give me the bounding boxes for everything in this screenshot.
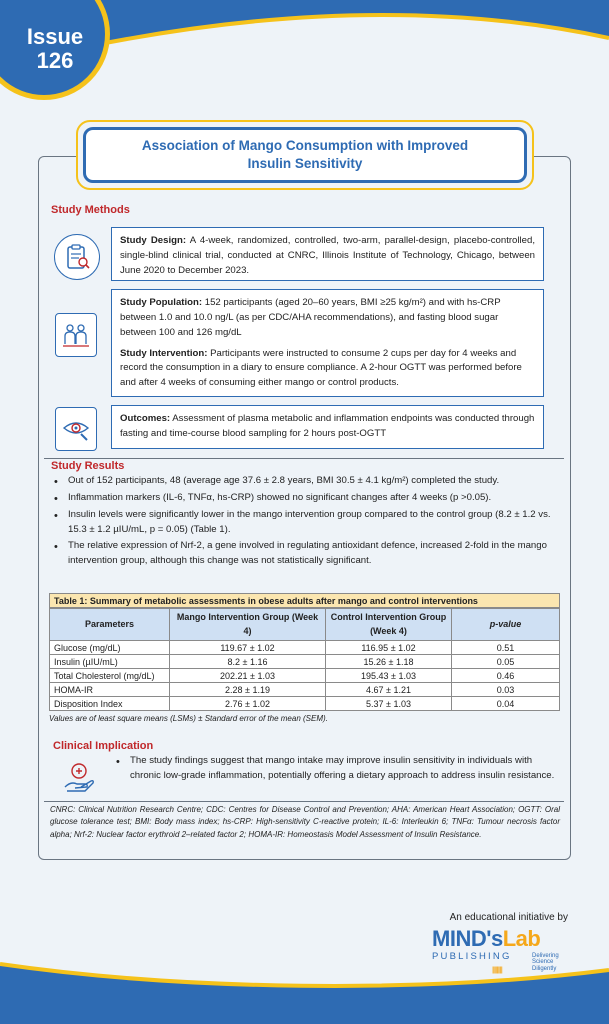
results-list	[52, 474, 552, 571]
table-cell: 15.26 ± 1.18	[326, 655, 452, 669]
clipboard-icon	[54, 234, 100, 280]
title-line-1: Association of Mango Consumption with Improved	[141, 138, 469, 154]
logo-tag-1: Delivering	[532, 953, 559, 959]
table-cell: 0.03	[452, 683, 560, 697]
table-cell: 2.76 ± 1.02	[170, 697, 326, 711]
abbreviations: CNRC: Clinical Nutrition Research Centre; CDC: Centres for Disease Control and Prevention; AHA: American Heart Association; OGTT: Oral glucose tolerance test; BMI: Body mass index; hs-CRP: High-sensitivity C-reactive protein; IL-6: Interleukin 6; TNFα: Tumour necrosis factor alpha; Nrf-2: Nuclear factor erythroid 2–related factor 2; HOMA-IR: Homeostasis Model Assessment of Insulin Resistance.	[50, 805, 560, 839]
table-cell: 5.37 ± 1.03	[326, 697, 452, 711]
header-p-value: p-value	[452, 609, 560, 641]
table-cell: Total Cholesterol (mg/dL)	[50, 669, 170, 683]
table-row	[50, 697, 560, 711]
title-frame	[76, 120, 534, 190]
table-cell: 8.2 ± 1.16	[170, 655, 326, 669]
table-cell: 119.67 ± 1.02	[170, 641, 326, 655]
divider	[44, 801, 564, 802]
table-cell: Insulin (µIU/mL)	[50, 655, 170, 669]
clinical-implication-text: • The study findings suggest that mango intake may improve insulin sensitivity in individuals with chronic low-grade inflammation, potentially offering a dietary approach to address insulin resistance.	[114, 754, 556, 784]
table-cell: 195.43 ± 1.03	[326, 669, 452, 683]
header-parameters: Parameters	[50, 609, 170, 641]
table-cell: 4.67 ± 1.21	[326, 683, 452, 697]
table-row	[50, 655, 560, 669]
results-item-4: • The relative expression of Nrf-2, a gene involved in regulating antioxidant defence, increased 2-fold in the mango intervention group, although this change was not statistically significant.	[52, 539, 552, 569]
study-intervention-paragraph	[120, 347, 535, 392]
study-results-heading: Study Results	[51, 460, 125, 472]
outcomes-eye-icon	[55, 407, 97, 451]
title-line-2: Insulin Sensitivity	[247, 156, 363, 171]
initiative-text: An educational initiative by	[449, 912, 568, 923]
outcomes-label: Outcomes:	[120, 413, 171, 424]
study-design-text: A 4-week, randomized, controlled, two-arm, parallel-design, placebo-controlled, single-blind clinical trial, conducted at CNRC, Illinois Institute of Technology, Chicago, between June 2020 to December 2023.	[120, 235, 535, 276]
issue-number: 126	[36, 48, 74, 73]
logo-bars: ||||||||||||	[492, 967, 502, 974]
study-design-label: Study Design:	[120, 235, 187, 246]
results-item-1: • Out of 152 participants, 48 (average age 37.6 ± 2.8 years, BMI 30.5 ± 4.1 kg/m²) completed the study.	[52, 474, 552, 489]
table-cell: 0.51	[452, 641, 560, 655]
bottom-wave-decoration	[0, 960, 609, 1024]
logo-tag-3: Diligently	[532, 965, 557, 972]
study-intervention-text: Participants were instructed to consume 2 cups per day for 4 weeks and record the consumption in a diary to ensure compliance. A 2-hour OGTT was performed before and after 4 weeks of consuming either mango or control products.	[120, 347, 522, 389]
table-cell: 2.28 ± 1.19	[170, 683, 326, 697]
study-population-label: Study Population:	[120, 297, 203, 308]
clinical-implication-heading: Clinical Implication	[53, 740, 154, 752]
logo-publishing: PUBLISHING	[432, 951, 512, 962]
results-item-2: • Inflammation markers (IL-6, TNFα, hs-CRP) showed no significant changes after 4 weeks (p >0.05).	[52, 491, 552, 506]
results-table	[49, 608, 560, 711]
table-row	[50, 641, 560, 655]
table-row	[50, 669, 560, 683]
table-cell: 0.46	[452, 669, 560, 683]
table-cell: 116.95 ± 1.02	[326, 641, 452, 655]
table-cell: 0.05	[452, 655, 560, 669]
header-control: Control Intervention Group (Week 4)	[326, 609, 452, 641]
study-population-box	[111, 289, 544, 397]
table-caption: Table 1: Summary of metabolic assessments in obese adults after mango and control interventions	[49, 593, 560, 608]
issue-label: Issue	[26, 24, 84, 49]
study-intervention-label: Study Intervention:	[120, 347, 208, 359]
outcomes-text: Assessment of plasma metabolic and inflammation endpoints was conducted through fasting and time-course blood sampling for 2 hours post-OGTT	[120, 413, 535, 439]
table-cell: Glucose (mg/dL)	[50, 641, 170, 655]
logo-tag-2: Science	[532, 959, 554, 966]
logo-mind: MIND's	[432, 926, 503, 951]
population-icon	[55, 313, 97, 357]
hand-heart-icon	[58, 757, 100, 797]
logo-lab: Lab	[502, 926, 541, 951]
results-item-3: • Insulin levels were significantly lower in the mango intervention group compared to the control group (8.2 ± 1.2 vs. 15.3 ± 1.2 µIU/mL, p = 0.05) (Table 1).	[52, 508, 552, 538]
outcomes-box	[111, 405, 544, 449]
study-population-text: 152 participants (aged 20–60 years, BMI ≥25 kg/m²) and with hs-CRP between 1.0 and 10.0 ng/L (as per CDC/AHA recommendations), and fasting blood sugar between 100 and 126 mg/dL	[120, 297, 501, 338]
table-header-row	[50, 609, 560, 641]
header-mango: Mango Intervention Group (Week 4)	[170, 609, 326, 641]
table-note: Values are of least square means (LSMs) ± Standard error of the mean (SEM).	[49, 714, 328, 723]
results-table-wrap	[49, 593, 560, 723]
table-cell: HOMA-IR	[50, 683, 170, 697]
study-methods-heading: Study Methods	[51, 204, 130, 216]
study-design-box	[111, 227, 544, 281]
table-row	[50, 683, 560, 697]
table-cell: 202.21 ± 1.03	[170, 669, 326, 683]
table-cell: Disposition Index	[50, 697, 170, 711]
table-cell: 0.04	[452, 697, 560, 711]
page-title	[83, 127, 527, 183]
study-population-paragraph	[120, 296, 535, 341]
divider	[44, 458, 564, 459]
